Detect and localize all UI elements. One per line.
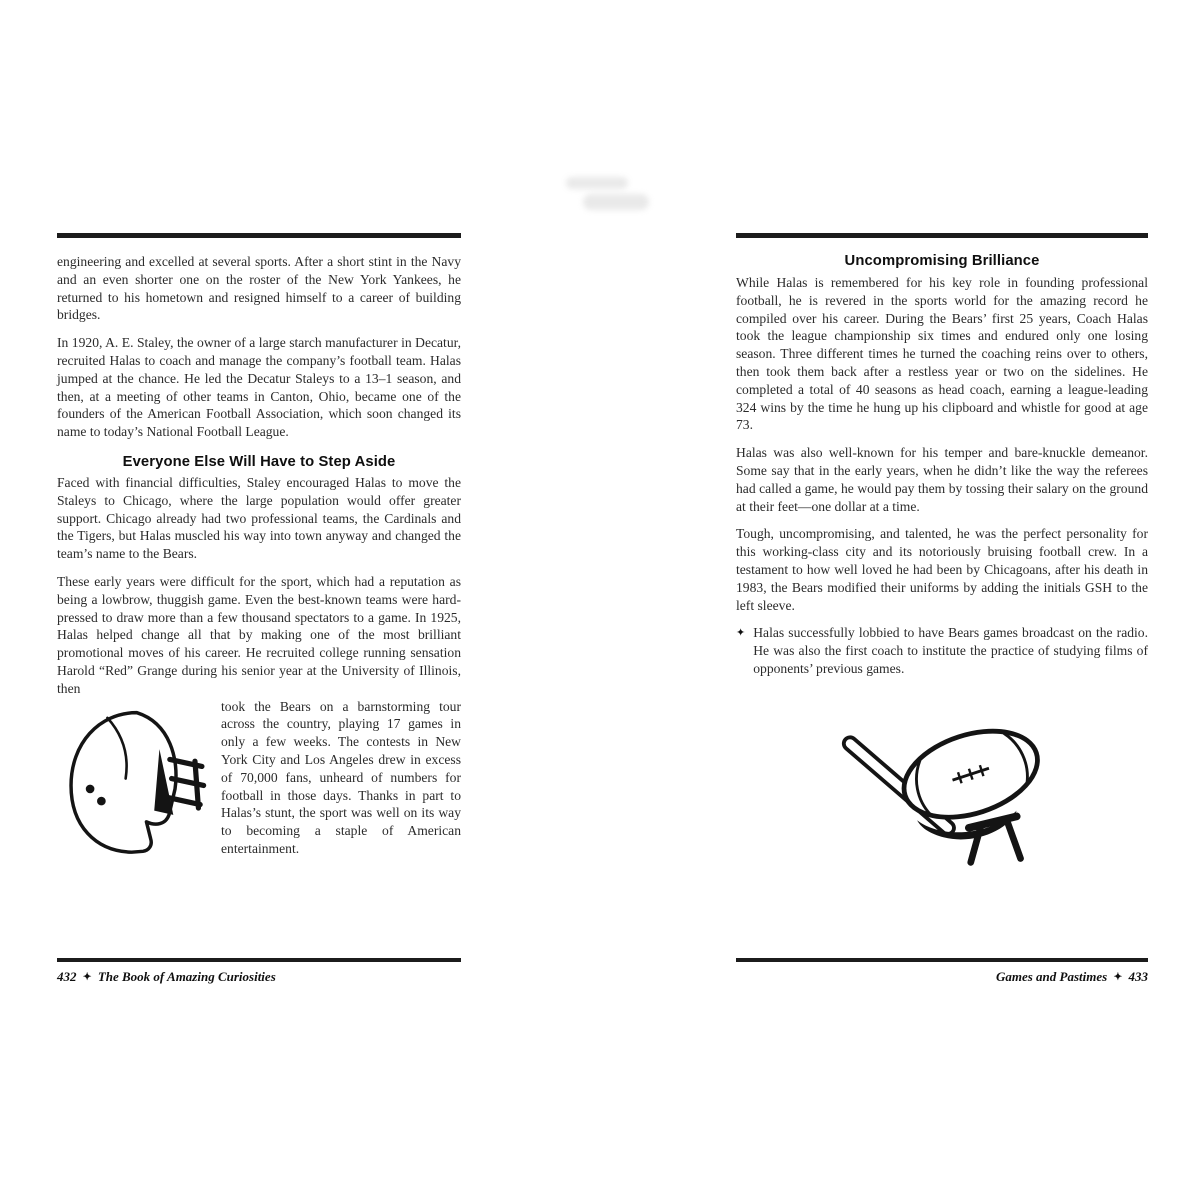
footer-star-separator: ✦ [1113,972,1123,983]
scan-artifact [583,194,649,210]
right-page [736,233,1148,985]
paragraph: Tough, uncompromising, and talented, he was the perfect personality for this working-class city and its notoriously bruising football crew. In a testament to how well loved he had been by Chicagoans, after his death in 1983, the Bears modified their uniforms by adding the initials GSH to the left sleeve. [736,526,1148,613]
football-helmet-illustration [57,704,209,860]
football-helmet-icon [57,704,209,860]
page-heading: Uncompromising Brilliance [844,253,1040,269]
left-footer-rule [57,958,461,962]
football-tee-illustration [736,688,1148,870]
book-title: The Book of Amazing Curiosities [97,969,276,984]
paragraph: Faced with financial difficulties, Staley encouraged Halas to move the Staleys to Chicago, where the large population would offer greater support. Chicago already had two professional teams, the Cardinals and the Tigers, but Halas muscled his way into town anyway and changed the team’s name to the Bears. [57,474,461,562]
right-page-footer [736,958,1148,985]
paragraph: While Halas is remembered for his key role in founding professional football, he is revered in the sports world for the amazing record he compiled over his career. During the Bears’ first 25 years, Coach Halas took the league championship six times and endured only one losing season. Three different times he turned the coaching reins over to others, then took them back after a restless year or two on the sidelines. He completed a total of 40 seasons as head coach, earning a league-leading 324 wins by the time he hung up his clipboard and whistle for good at age 73. [736,275,1148,433]
right-footer-text [736,969,1148,985]
football-on-kicking-tee-icon [827,688,1057,870]
bullet-text: Halas successfully lobbied to have Bears games broadcast on the radio. He was also the first coach to institute the practice of studying films of opponents’ previous games. [753,625,1148,676]
left-page [57,233,461,985]
right-footer-rule [736,958,1148,962]
paragraph: These early years were difficult for the sport, which had a reputation as being a lowbrow, thuggish game. Even the best-known teams were hard-pressed to draw more than a few thousand spectators to a game. In 1925, Halas helped change all that by making one of the most brilliant promotional moves of his career. He recruited college running sensation Harold “Red” Grange during his senior year at the University of Illinois, then [57,573,461,696]
bullet-star-icon: ✦ [736,627,746,640]
left-page-footer [57,958,461,985]
bullet-item [736,624,1148,677]
page-number: 432 [57,969,77,984]
section-title: Games and Pastimes [995,969,1108,984]
paragraph: In 1920, A. E. Staley, the owner of a large starch manufacturer in Decatur, recruited Halas to coach and manage the company’s football team. Halas jumped at the chance. He led the Decatur Staleys to a 13–1 season, and then, at a meeting of other teams in Canton, Ohio, became one of the founders of the American Football Association, which soon changed its name to today’s National Football League. [57,335,461,440]
paragraph: Halas was also well-known for his temper and bare-knuckle demeanor. Some say that in the early years, when he didn’t like the way the referees had called a game, he would pay them by tossing their salary on the ground at their feet—one dollar at a time. [736,445,1148,514]
right-page-top-rule [736,233,1148,238]
paragraph: engineering and excelled at several sports. After a short stint in the Navy and an even shorter one on the roster of the New York Yankees, he returned to his hometown and resigned himself to a career of building bridges. [57,254,461,323]
section-heading: Everyone Else Will Have to Step Aside [122,453,396,470]
page-number: 433 [1128,969,1148,984]
left-page-top-rule [57,233,461,238]
scan-artifact [566,177,628,189]
footer-star-separator: ✦ [82,972,92,983]
helmet-text-wrap [57,698,461,868]
left-footer-text [57,969,461,985]
paragraph-wrapping-helmet: took the Bears on a barnstorming tour across the country, playing 17 games in only a few weeks. The contests in New York City and Los Angeles drew in excess of 70,000 fans, unheard of numbers for football in those days. Thanks in part to Halas’s stunt, the sport was well on its way to becoming a staple of American entertainment. [221,698,461,856]
